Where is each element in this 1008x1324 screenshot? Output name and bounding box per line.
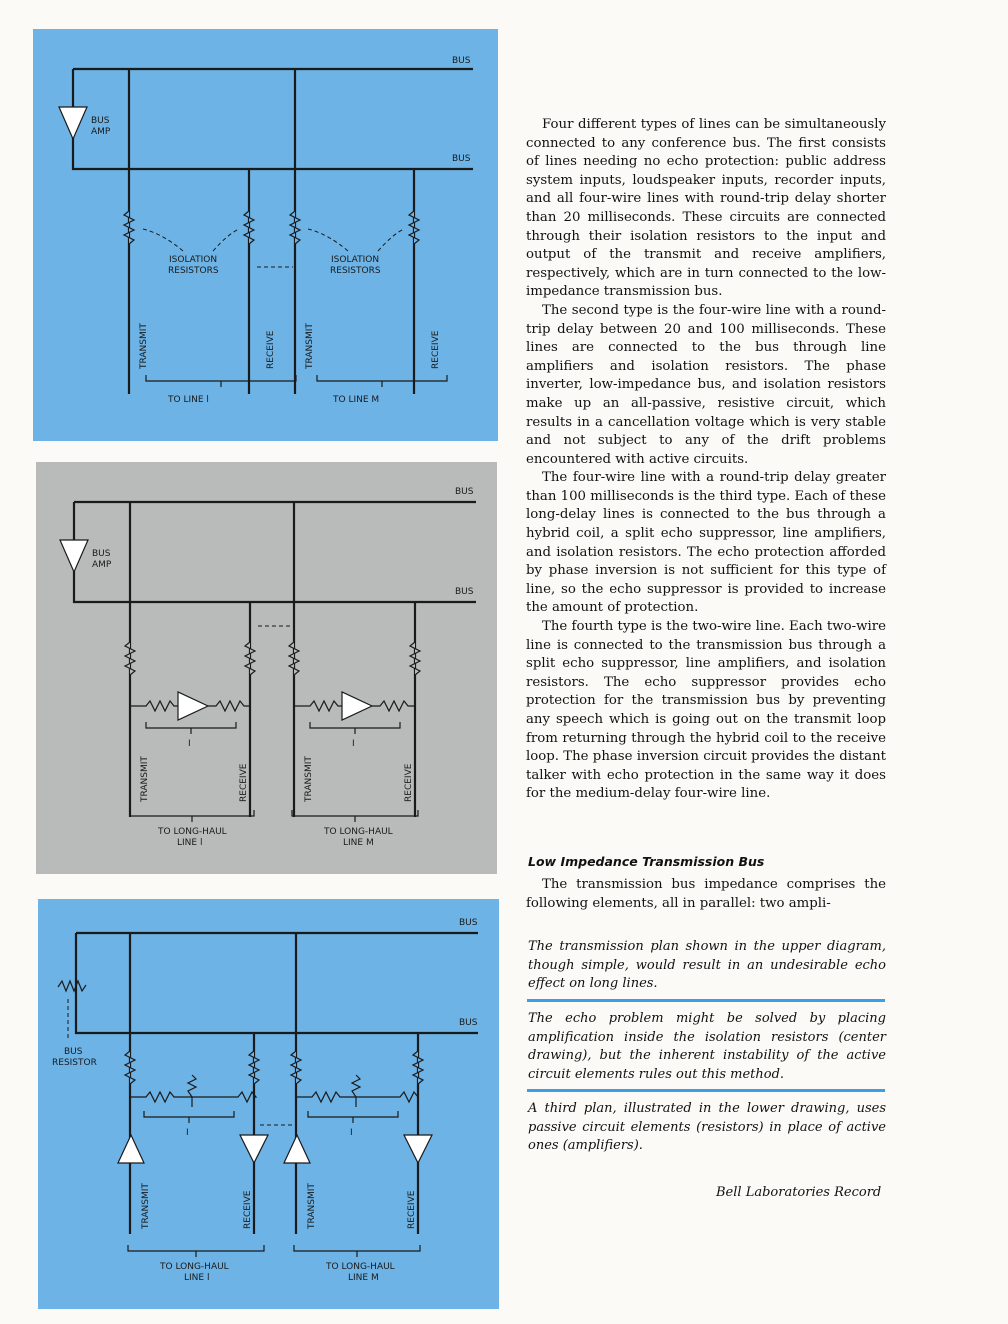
line-l-label: LINE l bbox=[184, 1273, 210, 1283]
isolation-label-1: ISOLATION bbox=[169, 255, 218, 265]
paragraph-3: The four-wire line with a round-trip delay greater than 100 milliseconds is the third type. Each of these long-delay lines is connected to the bus through a hybrid coil, a split echo suppressor, line amplifiers, and isolation resistors. The echo protection afforded by phase inversion is not sufficient for this type of line, so the echo suppressor is provided to increase the amount of protection. bbox=[526, 470, 886, 616]
isolation-label-4: RESISTORS bbox=[330, 266, 381, 276]
paragraph-2: The second type is the four-wire line with a round-trip delay between 20 and 100 milliseconds. These lines are connected to the bus through line amplifiers and isolation resistors. The phase inverter, low-impedance bus, and isolation resistors make up an all-passive, resistive circuit, which results in a cancellation voltage which is very stable and not subject to any of the drift problems encountered with active circuits. bbox=[526, 302, 886, 467]
transmit-label: TRANSMIT bbox=[140, 756, 150, 802]
bus-label-1: BUS bbox=[455, 487, 474, 497]
transmit-label: TRANSMIT bbox=[307, 1183, 317, 1229]
index-label: I bbox=[352, 739, 355, 749]
receive-label: RECEIVE bbox=[266, 330, 276, 369]
isolation-label-3: ISOLATION bbox=[331, 255, 380, 265]
paragraph-5: The transmission bus impedance comprises the following elements, all in parallel: two ampli- bbox=[526, 877, 886, 911]
index-label: I bbox=[350, 1128, 353, 1138]
line-m-label: LINE M bbox=[343, 838, 374, 848]
index-label: I bbox=[186, 1128, 189, 1138]
bus-label-2: BUS bbox=[455, 587, 474, 597]
footer-journal-name: Bell Laboratories Record bbox=[716, 1185, 882, 1200]
bus-amp-label-2: AMP bbox=[92, 560, 112, 570]
receive-label: RECEIVE bbox=[404, 763, 414, 802]
bus-label-2: BUS bbox=[452, 154, 471, 164]
bus-resistor-label-2: RESISTOR bbox=[52, 1058, 97, 1068]
bus-label-2: BUS bbox=[459, 1018, 478, 1028]
diagram-panel-bottom bbox=[38, 899, 499, 1309]
article-body bbox=[526, 116, 886, 804]
diagram-panel-top bbox=[33, 29, 498, 441]
receive-label: RECEIVE bbox=[239, 763, 249, 802]
line-m-label: LINE M bbox=[348, 1273, 379, 1283]
caption-middle-diagram: The echo problem might be solved by placing amplification inside the isolation resistors (center drawing), but the inherent instability of the active circuit elements rules out this method. bbox=[528, 1011, 886, 1082]
caption-top-diagram: The transmission plan shown in the upper diagram, though simple, would result in an undesirable echo effect on long lines. bbox=[528, 939, 886, 991]
caption-divider bbox=[527, 1089, 885, 1092]
bus-amp-label: BUS bbox=[92, 549, 111, 559]
index-label: I bbox=[188, 739, 191, 749]
to-long-haul-label: TO LONG-HAUL bbox=[160, 1262, 229, 1272]
caption-divider bbox=[527, 999, 885, 1002]
to-line-l-label: TO LINE l bbox=[168, 395, 209, 405]
transmit-label: TRANSMIT bbox=[141, 1183, 151, 1229]
line-l-label: LINE l bbox=[177, 838, 203, 848]
receive-label: RECEIVE bbox=[431, 330, 441, 369]
to-long-haul-label: TO LONG-HAUL bbox=[326, 1262, 395, 1272]
to-line-m-label: TO LINE M bbox=[333, 395, 380, 405]
bus-resistor-label: BUS bbox=[64, 1047, 83, 1057]
bus-amp-label-2: AMP bbox=[91, 127, 111, 137]
isolation-label-2: RESISTORS bbox=[168, 266, 219, 276]
transmit-label: TRANSMIT bbox=[139, 323, 149, 369]
transmit-label: TRANSMIT bbox=[305, 323, 315, 369]
diagram-panel-middle bbox=[36, 462, 497, 874]
caption-bottom-diagram: A third plan, illustrated in the lower drawing, uses passive circuit elements (resistors) in place of active ones (amplifiers). bbox=[528, 1101, 886, 1153]
bus-amp-label: BUS bbox=[91, 116, 110, 126]
article-body-continued bbox=[526, 876, 886, 913]
paragraph-1: Four different types of lines can be simultaneously connected to any conference bus. The first consists of lines needing no echo protection: public address system inputs, loudspeaker inputs, recorder inputs, and all four-wire lines with round-trip delay shorter than 20 milliseconds. These circuits are connected through their isolation resistors to the input and output of the transmit and receive amplifiers, respectively, which are in turn connected to the low-impedance transmission bus. bbox=[526, 117, 886, 300]
bus-label-1: BUS bbox=[459, 918, 478, 928]
bus-label-1: BUS bbox=[452, 56, 471, 66]
section-heading: Low Impedance Transmission Bus bbox=[528, 854, 765, 869]
to-long-haul-label: TO LONG-HAUL bbox=[158, 827, 227, 837]
transmit-label: TRANSMIT bbox=[304, 756, 314, 802]
receive-label: RECEIVE bbox=[407, 1190, 417, 1229]
receive-label: RECEIVE bbox=[243, 1190, 253, 1229]
paragraph-4: The fourth type is the two-wire line. Each two-wire line is connected to the transmission bus through a split echo suppressor, line amplifiers, and isolation resistors. The echo suppressor provides echo protection for the transmission bus by preventing any speech which is going out on the transmit loop from returning through the hybrid coil to the receive loop. The phase inversion circuit provides the distant talker with echo protection in the same way it does for the medium-delay four-wire line. bbox=[526, 619, 886, 802]
to-long-haul-label: TO LONG-HAUL bbox=[324, 827, 393, 837]
